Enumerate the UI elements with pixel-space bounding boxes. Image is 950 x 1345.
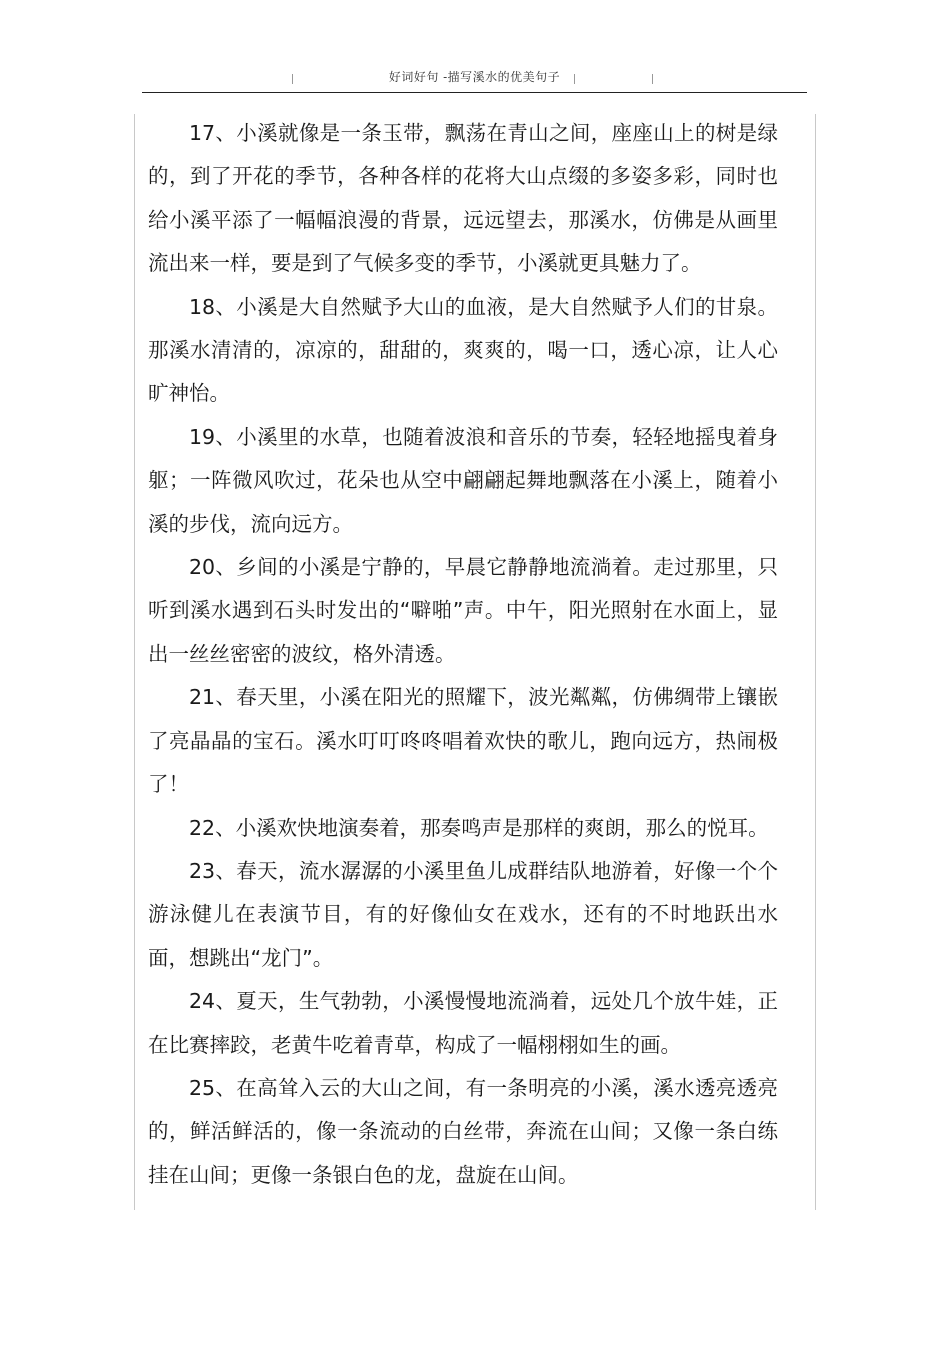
header-tick-mid — [574, 74, 575, 84]
paragraph-23: 23、春天，流水潺潺的小溪里鱼儿成群结队地游着，好像一个个游泳健儿在表演节目，有的好像仙女在戏水，还有的不时地跃出水面，想跳出“龙门”。 — [148, 858, 778, 970]
right-margin-line — [815, 114, 816, 1210]
paragraph-22: 22、小溪欢快地演奏着，那奏鸣声是那样的爽朗，那么的悦耳。 — [189, 815, 769, 840]
paragraph-19: 19、小溪里的水草，也随着波浪和音乐的节奏，轻轻地摇曳着身躯；一阵微风吹过，花朵也从空中翩翩起舞地飘落在小溪上，随着小溪的步伐，流向远方。 — [148, 424, 778, 536]
left-margin-line — [134, 114, 135, 1210]
header-title: 好词好句 -描写溪水的优美句子 — [388, 70, 561, 84]
document-body — [148, 112, 778, 1197]
page-header — [142, 66, 807, 93]
paragraph-20: 20、乡间的小溪是宁静的，早晨它静静地流淌着。走过那里，只听到溪水遇到石头时发出的“噼啪”声。中午，阳光照射在水面上，显出一丝丝密密的波纹，格外清透。 — [148, 555, 778, 666]
paragraph-25: 25、在高耸入云的大山之间，有一条明亮的小溪，溪水透亮透亮的，鲜活鲜活的，像一条流动的白丝带，奔流在山间；又像一条白练挂在山间；更像一条银白色的龙，盘旋在山间。 — [148, 1075, 778, 1187]
paragraph-17: 17、小溪就像是一条玉带，飘荡在青山之间，座座山上的树是绿的，到了开花的季节，各种各样的花将大山点缀的多姿多彩，同时也给小溪平添了一幅幅浪漫的背景，远远望去，那溪水，仿佛是从画里流出来一样，要是到了气候多变的季节，小溪就更具魅力了。 — [148, 121, 778, 276]
paragraph-21: 21、春天里，小溪在阳光的照耀下，波光粼粼，仿佛绸带上镶嵌了亮晶晶的宝石。溪水叮叮咚咚唱着欢快的歌儿，跑向远方，热闹极了！ — [148, 685, 778, 797]
paragraph-24: 24、夏天，生气勃勃，小溪慢慢地流淌着，远处几个放牛娃，正在比赛摔跤，老黄牛吃着青草，构成了一幅栩栩如生的画。 — [148, 989, 778, 1057]
paragraph-18: 18、小溪是大自然赋予大山的血液，是大自然赋予人们的甘泉。那溪水清清的，凉凉的，甜甜的，爽爽的，喝一口，透心凉，让人心旷神怡。 — [148, 294, 778, 406]
header-tick-right — [652, 74, 653, 84]
